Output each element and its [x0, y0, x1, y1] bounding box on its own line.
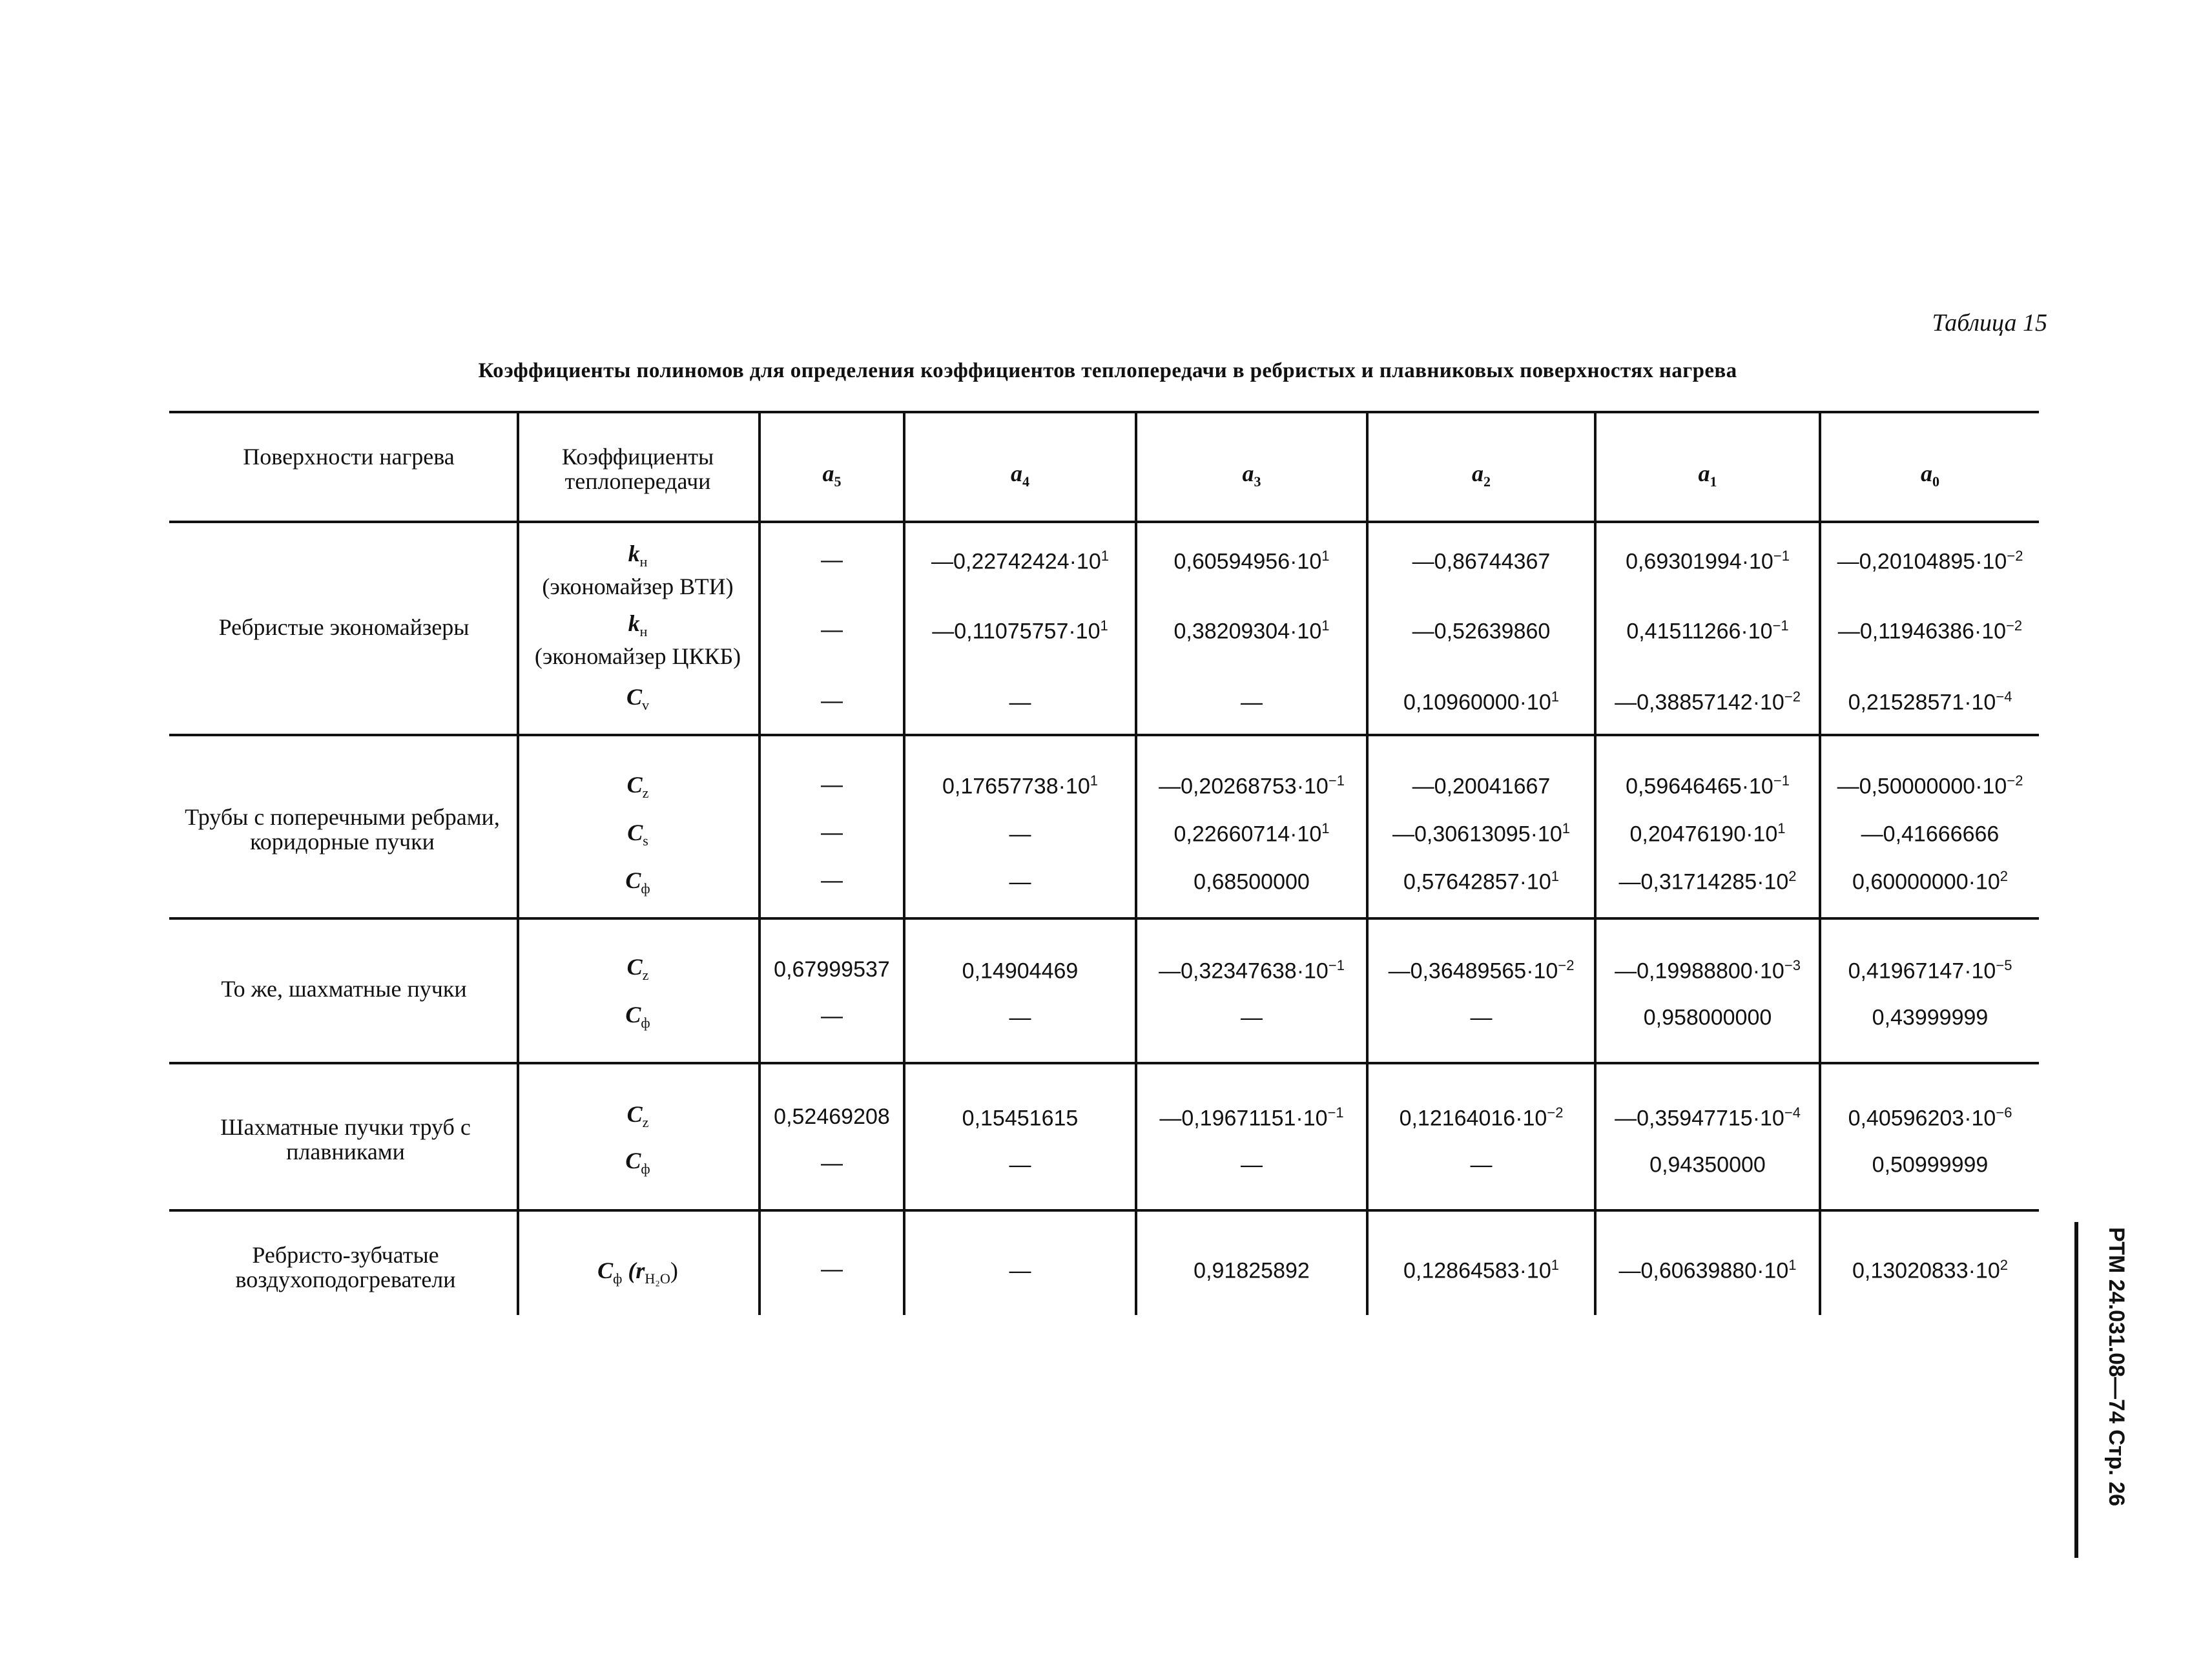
cell-a0: 0,43999999	[1872, 1005, 1989, 1030]
cell-a2: $0,12864583\cdot 10^1$	[1403, 1257, 1560, 1283]
kind-cs: $C_s$	[627, 820, 648, 849]
cell-a4: $—0,11075757\cdot 10^1$	[932, 617, 1108, 644]
cell-a4: $0,17657738\cdot 10^1$	[942, 772, 1099, 799]
cell-a4: —	[1009, 869, 1031, 895]
cell-a1: $0,20476190\cdot 10^1$	[1629, 820, 1786, 847]
cell-a2: $0,10960000\cdot 10^1$	[1403, 689, 1560, 715]
group-label-staggered-finned-tubes: Шахматные пучки труб с плавниками	[220, 1114, 471, 1165]
cell-a1: $—0,35947715\cdot 10^{-4}$	[1615, 1104, 1801, 1131]
group-label-transverse-fin-tubes: Трубы с поперечными ребрами, коридорные пучки	[185, 804, 500, 855]
side-note-rule	[2074, 1222, 2078, 1558]
header-a0: $a_0$	[1921, 461, 1939, 490]
cell-a3: —	[1241, 1152, 1263, 1177]
cell-a4: 0,14904469	[962, 958, 1079, 984]
cell-a5: —	[821, 548, 843, 572]
cell-a2: $—0,36489565\cdot 10^{-2}$	[1388, 957, 1575, 984]
header-coefficients: Коэффициенты теплопередачи	[561, 444, 714, 494]
cell-a2: $0,12164016\cdot 10^{-2}$	[1399, 1104, 1564, 1131]
cell-a0: $—0,20104895\cdot 10^{-2}$	[1837, 548, 2023, 574]
cell-a2: —0,52639860	[1412, 619, 1551, 644]
header-surfaces: Поверхности нагрева	[243, 444, 455, 470]
header-a4: $a_4$	[1011, 461, 1029, 490]
header-a3: $a_3$	[1242, 461, 1261, 490]
cell-a1: $—0,31714285\cdot 10^2$	[1618, 868, 1797, 895]
cell-a0: $—0,11946386\cdot 10^{-2}$	[1837, 617, 2023, 644]
rule-group-2	[169, 917, 2039, 920]
cell-a3: —	[1241, 690, 1263, 715]
cell-a5: —	[821, 1151, 843, 1176]
kind-cv: $C_v$	[626, 684, 649, 714]
cell-a4: 0,15451615	[962, 1106, 1079, 1131]
cell-a1: 0,958000000	[1643, 1005, 1772, 1030]
cell-a2: $0,57642857\cdot 10^1$	[1403, 868, 1560, 895]
rule-top	[169, 411, 2039, 413]
kind-cz: $C_z$	[626, 1101, 649, 1131]
cell-a1: $—0,19988800\cdot 10^{-3}$	[1615, 957, 1801, 984]
cell-a2: —0,86744367	[1412, 549, 1551, 574]
cell-a5: —	[821, 868, 843, 893]
table-label: Таблица 15	[1932, 309, 2047, 337]
cell-a5: —	[821, 1004, 843, 1028]
header-a2: $a_2$	[1472, 461, 1491, 490]
kind-cz: $C_z$	[626, 954, 649, 984]
cell-a1: $—0,60639880\cdot 10^1$	[1618, 1257, 1797, 1283]
cell-a1: $0,41511266\cdot 10^{-1}$	[1626, 617, 1789, 644]
cell-a3: $—0,32347638\cdot 10^{-1}$	[1159, 957, 1345, 984]
rule-group-1	[169, 734, 2039, 736]
header-a1: $a_1$	[1698, 461, 1717, 490]
cell-a3: 0,91825892	[1194, 1258, 1310, 1283]
kind-kn-vti: $k_н$ (экономайзер ВТИ)	[542, 541, 734, 600]
cell-a4: —	[1009, 1152, 1031, 1177]
rule-header-bottom	[169, 521, 2039, 523]
cell-a1: 0,94350000	[1649, 1152, 1766, 1177]
header-a5: $a_5$	[822, 461, 842, 490]
cell-a0: $0,13020833\cdot 10^2$	[1852, 1257, 2009, 1283]
cell-a5: —	[821, 820, 843, 845]
cell-a0: $—0,50000000\cdot 10^{-2}$	[1837, 772, 2023, 799]
cell-a3: $0,60594956\cdot 10^1$	[1173, 548, 1330, 574]
cell-a4: —	[1009, 822, 1031, 847]
cell-a0: $0,40596203\cdot 10^{-6}$	[1848, 1104, 2012, 1131]
cell-a0: —0,41666666	[1861, 822, 2000, 847]
group-label-staggered-bundles: То же, шахматные пучки	[221, 976, 467, 1002]
cell-a4: $—0,22742424\cdot 10^1$	[931, 548, 1110, 574]
col-rule-1	[517, 413, 519, 1315]
cell-a0: 0,50999999	[1872, 1152, 1989, 1177]
cell-a5: 0,67999537	[774, 957, 890, 982]
cell-a0: $0,41967147\cdot 10^{-5}$	[1848, 957, 2012, 984]
cell-a1: $0,69301994\cdot 10^{-1}$	[1626, 548, 1790, 574]
kind-cf: $C_ф$	[625, 867, 650, 897]
cell-a5: —	[821, 689, 843, 713]
cell-a2: —	[1470, 1152, 1493, 1177]
kind-cz: $C_z$	[626, 772, 649, 802]
cell-a0: $0,21528571\cdot 10^{-4}$	[1848, 689, 2012, 715]
cell-a3: $—0,19671151\cdot 10^{-1}$	[1159, 1104, 1344, 1131]
rule-group-3	[169, 1062, 2039, 1064]
cell-a2: —0,20041667	[1412, 774, 1551, 799]
side-note-page-id: РТМ 24.031.08—74 Стр. 26	[2104, 1227, 2129, 1506]
cell-a5: —	[821, 1257, 843, 1281]
rule-group-4	[169, 1209, 2039, 1212]
cell-a3: 0,68500000	[1194, 869, 1310, 895]
cell-a5: 0,52469208	[774, 1104, 890, 1129]
kind-kn-tskkb: $k_н$ (экономайзер ЦККБ)	[534, 610, 741, 670]
group-label-finned-economizers: Ребристые экономайзеры	[218, 614, 470, 640]
cell-a3: $0,22660714\cdot 10^1$	[1173, 820, 1330, 847]
cell-a1: $—0,38857142\cdot 10^{-2}$	[1615, 689, 1801, 715]
kind-cf-rh2o: $C_ф$ $(r_{H_2O})$	[597, 1258, 678, 1287]
cell-a3: $—0,20268753\cdot 10^{-1}$	[1159, 772, 1345, 799]
cell-a3: $0,38209304\cdot 10^1$	[1173, 617, 1330, 644]
cell-a4: —	[1009, 690, 1031, 715]
cell-a5: —	[821, 617, 843, 642]
kind-cf: $C_ф$	[625, 1002, 650, 1031]
cell-a1: $0,59646465\cdot 10^{-1}$	[1626, 772, 1790, 799]
cell-a4: —	[1009, 1005, 1031, 1030]
cell-a3: —	[1241, 1005, 1263, 1030]
table-title: Коэффициенты полиномов для определения коэффициентов теплопередачи в ребристых и плавниковых поверхностях нагрева	[478, 359, 1737, 382]
cell-a2: —	[1470, 1005, 1493, 1030]
group-label-finned-toothed-air-heaters: Ребристо-зубчатые воздухоподогреватели	[235, 1242, 456, 1292]
kind-cf: $C_ф$	[625, 1148, 650, 1177]
cell-a0: $0,60000000\cdot 10^2$	[1852, 868, 2009, 895]
cell-a2: $—0,30613095\cdot 10^1$	[1392, 820, 1571, 847]
cell-a4: —	[1009, 1258, 1031, 1283]
cell-a5: —	[821, 772, 843, 797]
